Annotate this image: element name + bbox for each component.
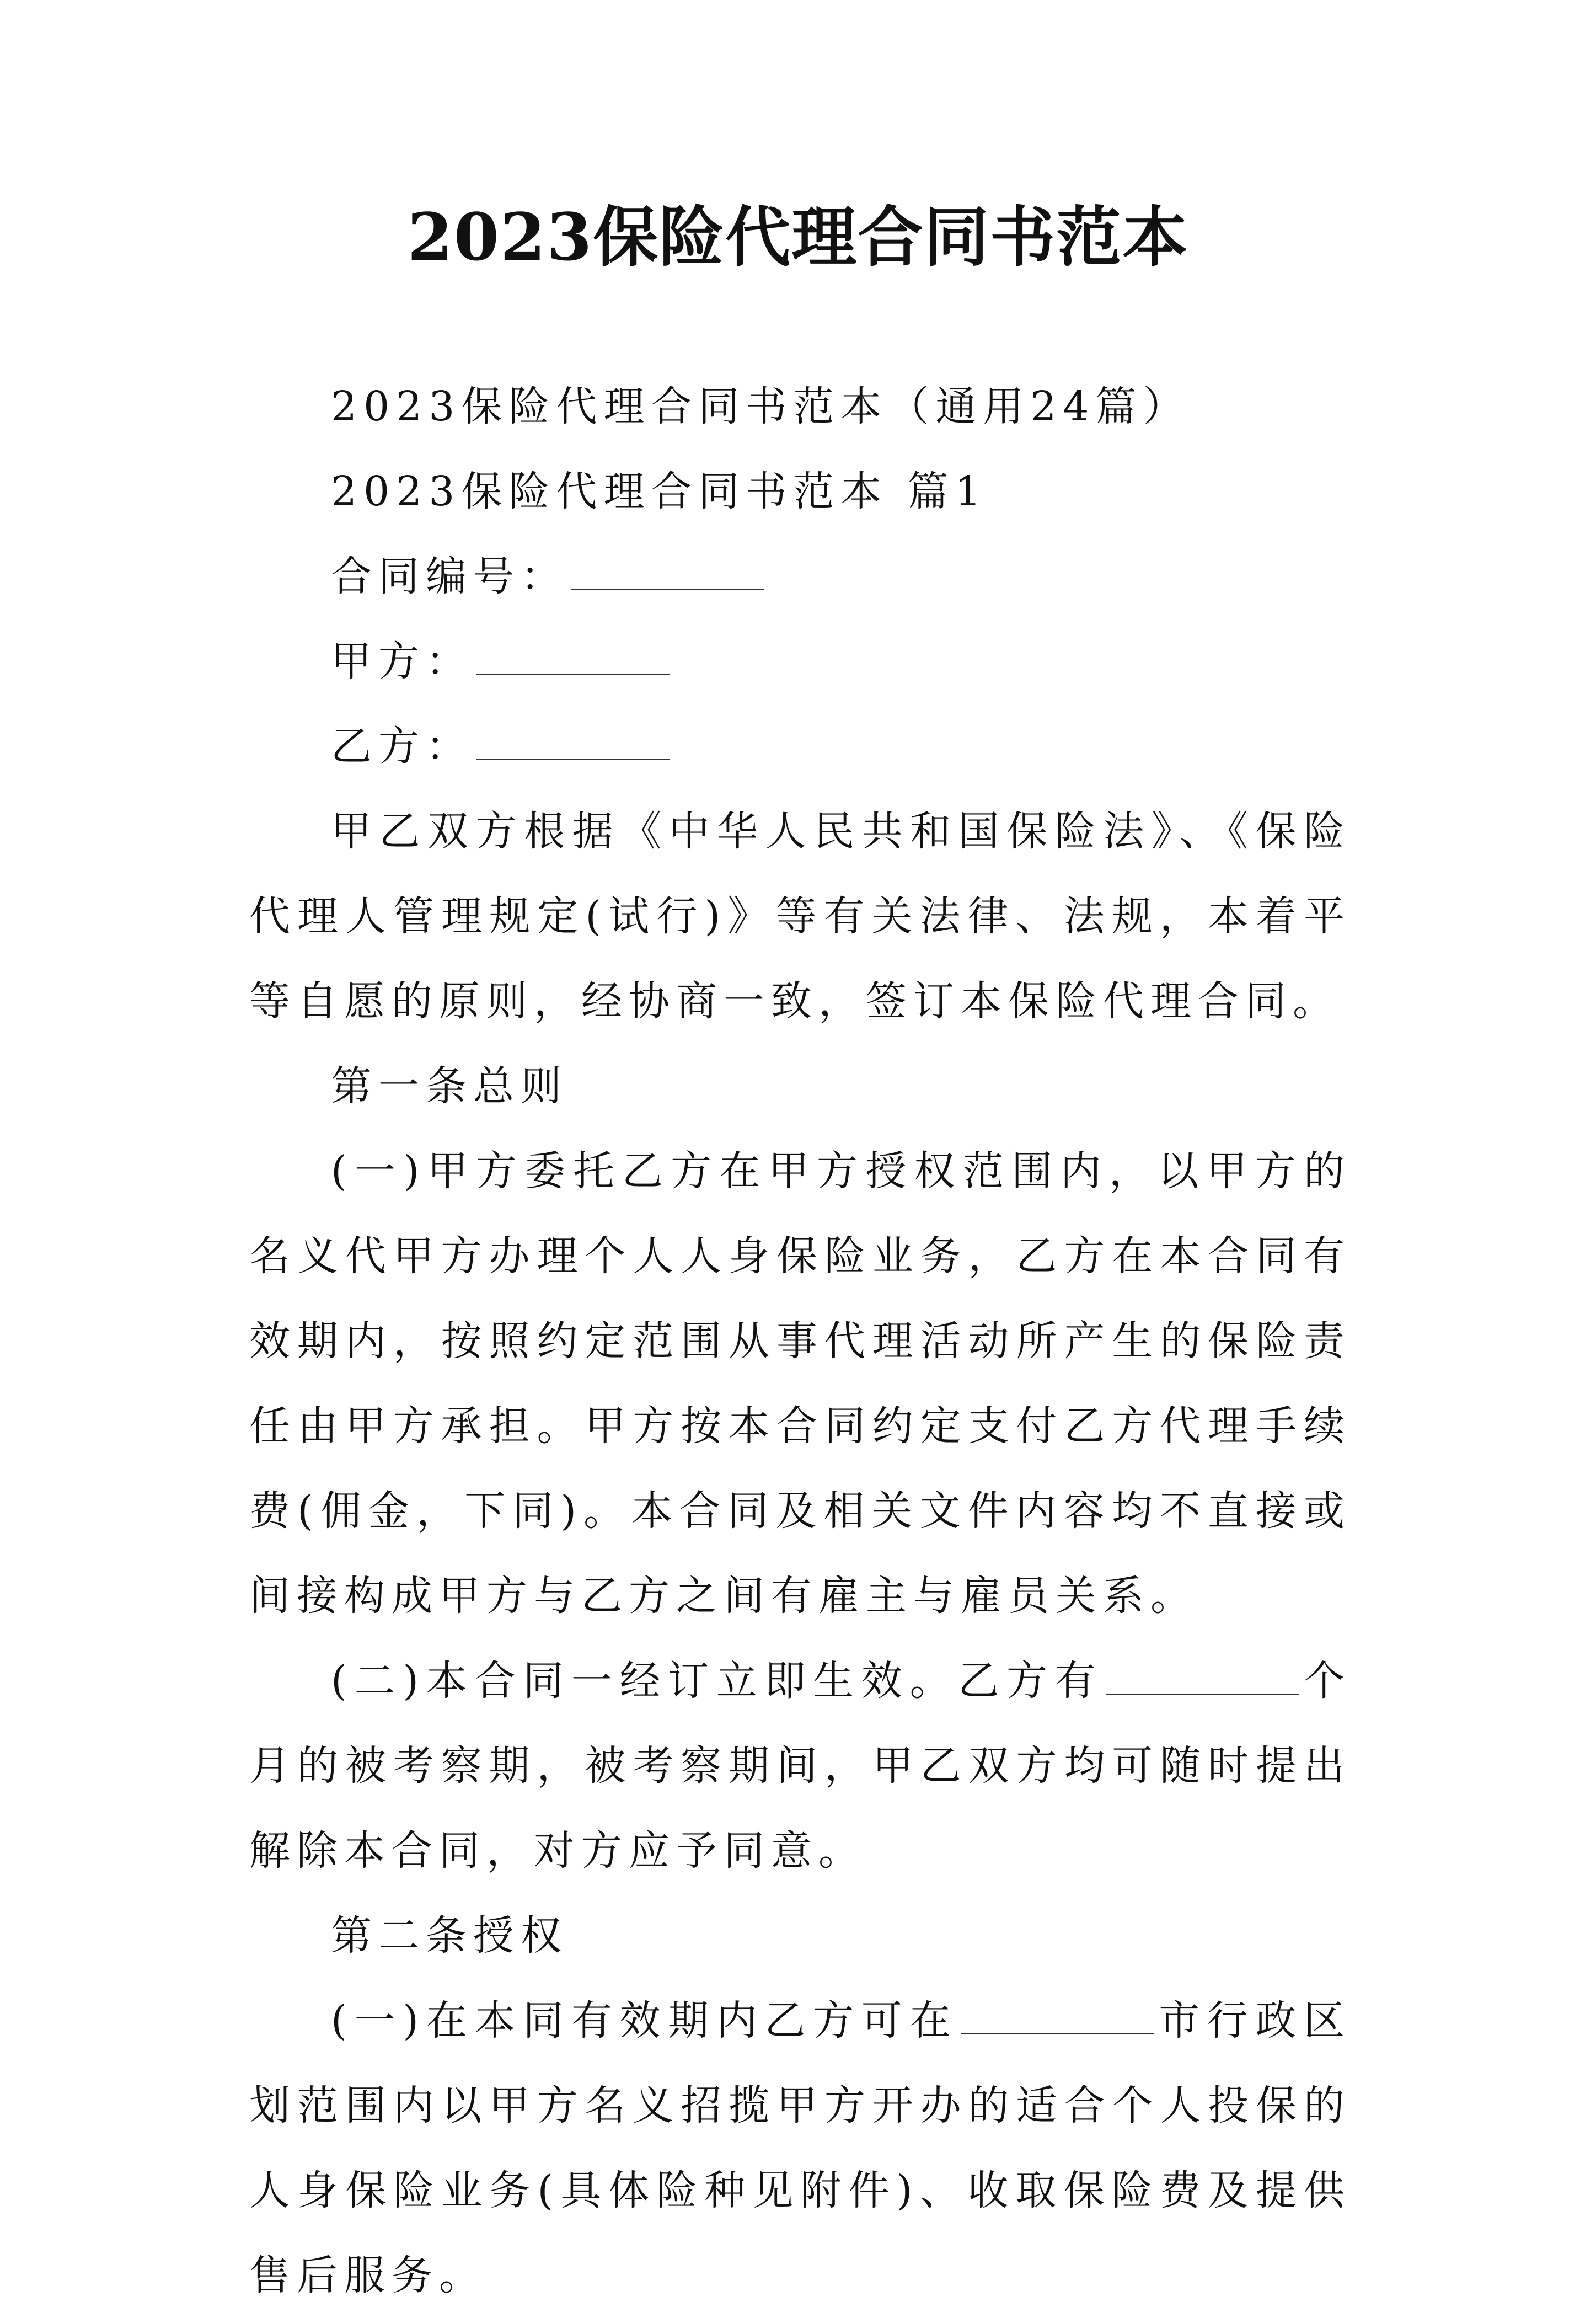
- probation-months-blank: [1106, 1691, 1299, 1695]
- party-b-field: [249, 704, 1351, 789]
- city-blank: [961, 2031, 1154, 2034]
- party-b-label: 乙方：: [331, 723, 473, 770]
- article2-clause1-after: 市行政区划范围内以甲方名义招揽甲方开办的适合个人投保的人身保险业务(具体险种见附件)、收取保险费及提供售后服务。: [249, 1997, 1352, 2299]
- article1-heading: 第一条总则: [331, 1062, 568, 1110]
- subtitle: 2023保险代理合同书范本（通用24篇）: [331, 383, 1191, 430]
- article2-clause1: [249, 1978, 1351, 2318]
- contract-number-blank: [571, 587, 764, 590]
- article2-heading: 第二条授权: [331, 1912, 568, 1959]
- document-title: 2023保险代理合同书范本: [407, 199, 1189, 275]
- article1-clause2: [249, 1638, 1351, 1893]
- section-heading: 2023保险代理合同书范本 篇1: [331, 468, 988, 515]
- article1-clause2-before: (二)本合同一经订立即生效。乙方有: [331, 1657, 1104, 1705]
- party-a-field: [249, 619, 1351, 704]
- article1-clause2-after: 个月的被考察期，被考察期间，甲乙双方均可随时提出解除本合同，对方应予同意。: [249, 1657, 1351, 1874]
- party-b-blank: [476, 757, 670, 760]
- article2-clause1-before: (一)在本同有效期内乙方可在: [331, 1997, 958, 2044]
- article1-clause1: (一)甲方委托乙方在甲方授权范围内，以甲方的名义代甲方办理个人人身保险业务，乙方在本合同有效期内，按照约定范围从事代理活动所产生的保险责任由甲方承担。甲方按本合同约定支付乙方代理手续费(佣金，下同)。本合同及相关文件内容均不直接或间接构成甲方与乙方之间有雇主与雇员关系。: [249, 1147, 1351, 1620]
- document-body: [249, 364, 1351, 2318]
- party-a-label: 甲方：: [331, 638, 473, 685]
- contract-number-label: 合同编号：: [331, 553, 568, 600]
- party-a-blank: [476, 672, 670, 675]
- intro-paragraph: 甲乙双方根据《中华人民共和国保险法》、《保险代理人管理规定(试行)》等有关法律、法规，本着平等自愿的原则，经协商一致，签订本保险代理合同。: [249, 808, 1351, 1025]
- contract-number-field: [249, 534, 1351, 619]
